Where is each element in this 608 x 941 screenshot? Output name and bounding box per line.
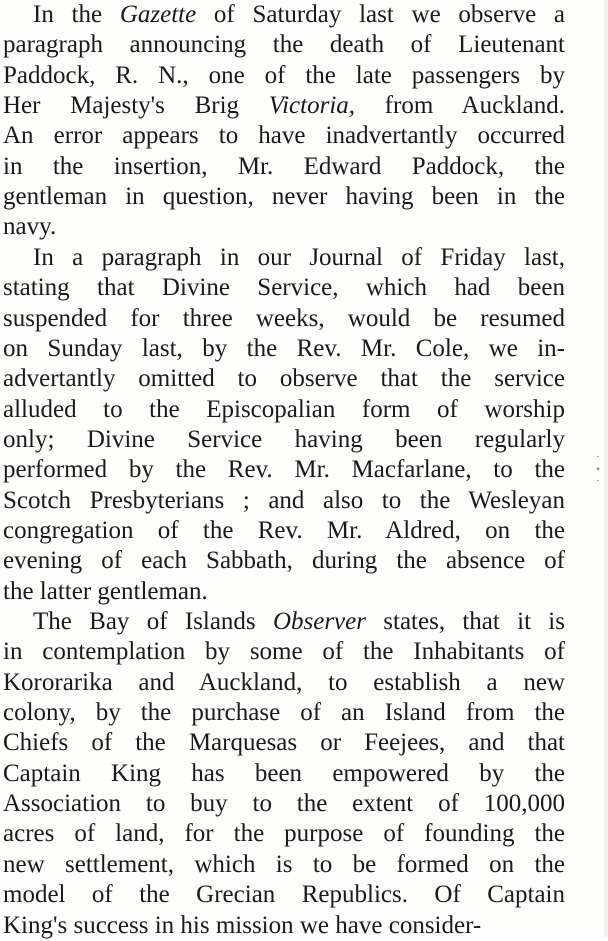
text-segment: Chiefs of the Marquesas or Feejees, and that xyxy=(3,729,565,756)
text-segment: Kororarika and Auckland, to establish a new xyxy=(3,669,565,696)
text-line xyxy=(3,516,565,546)
text-segment: acres of land, for the purpose of founding the xyxy=(3,820,565,847)
text-segment: Scotch Presbyterians ; and also to the Wesleyan xyxy=(3,487,565,514)
text-line xyxy=(3,819,565,849)
italic-text: Observer xyxy=(272,608,366,635)
text-line xyxy=(3,546,565,576)
text-segment: Association to buy to the extent of 100,000 xyxy=(3,790,565,817)
text-line xyxy=(3,364,565,394)
text-segment: advertantly omitted to observe that the service xyxy=(3,365,565,392)
text-segment: navy. xyxy=(3,213,57,240)
text-segment: on Sunday last, by the Rev. Mr. Cole, we in- xyxy=(3,335,565,362)
text-segment: In a paragraph in our Journal of Friday last, xyxy=(33,244,565,271)
text-segment: paragraph announcing the death of Lieutenant xyxy=(3,31,565,58)
text-segment: The Bay of Islands xyxy=(33,608,273,635)
italic-text: Victoria, xyxy=(268,92,356,119)
text-line xyxy=(3,121,565,151)
text-segment: colony, by the purchase of an Island from the xyxy=(3,699,565,726)
text-line xyxy=(3,850,565,880)
text-line xyxy=(3,577,208,607)
text-line xyxy=(3,637,565,667)
text-line xyxy=(3,91,565,121)
text-line xyxy=(3,243,565,273)
text-line xyxy=(3,759,565,789)
text-segment: new settlement, which is to be formed on the xyxy=(3,851,565,878)
text-line xyxy=(3,455,565,485)
margin-specks: ⋅ ⋆ ⋅ xyxy=(594,452,602,487)
text-segment: performed by the Rev. Mr. Macfarlane, to the xyxy=(3,456,565,483)
text-segment: alluded to the Episcopalian form of worship xyxy=(3,396,565,423)
text-segment: only; Divine Service having been regularly xyxy=(3,426,565,453)
text-segment: evening of each Sabbath, during the absence of xyxy=(3,547,565,574)
text-line xyxy=(3,152,565,182)
text-segment: Her Majesty's Brig xyxy=(3,92,269,119)
text-segment: Paddock, R. N., one of the late passengers by xyxy=(3,62,565,89)
text-segment: from Auckland. xyxy=(355,92,565,119)
text-segment: In the xyxy=(33,1,120,28)
text-segment: An error appears to have inadvertantly occurred xyxy=(3,122,565,149)
text-line xyxy=(3,61,565,91)
text-segment: states, that it is xyxy=(365,608,565,635)
text-line xyxy=(3,425,565,455)
text-segment: stating that Divine Service, which had been xyxy=(3,274,565,301)
text-line xyxy=(3,30,565,60)
text-segment: in contemplation by some of the Inhabitants of xyxy=(3,638,565,665)
text-segment: gentleman in question, never having been in the xyxy=(3,183,565,210)
page-edge xyxy=(604,0,608,937)
text-line xyxy=(3,334,565,364)
italic-text: Gazette xyxy=(119,1,197,28)
text-line xyxy=(3,486,565,516)
text-segment: the latter gentleman. xyxy=(3,578,208,605)
text-segment: of Saturday last we observe a xyxy=(196,1,565,28)
text-line xyxy=(3,304,565,334)
text-line xyxy=(3,0,565,30)
text-line xyxy=(3,728,565,758)
text-segment: congregation of the Rev. Mr. Aldred, on the xyxy=(3,517,565,544)
text-line xyxy=(3,182,565,212)
text-segment: King's success in his mission we have consider- xyxy=(3,912,482,939)
text-line xyxy=(3,789,565,819)
text-line xyxy=(3,212,56,242)
article-text-column xyxy=(3,0,568,937)
text-segment: Captain King has been empowered by the xyxy=(3,760,565,787)
text-line xyxy=(3,273,565,303)
text-line xyxy=(3,880,565,910)
text-line xyxy=(3,668,565,698)
text-segment: model of the Grecian Republics. Of Captain xyxy=(3,881,565,908)
text-line xyxy=(3,698,565,728)
text-segment: in the insertion, Mr. Edward Paddock, the xyxy=(3,153,565,180)
text-line xyxy=(3,607,565,637)
text-segment: suspended for three weeks, would be resumed xyxy=(3,305,565,332)
text-line xyxy=(3,395,565,425)
